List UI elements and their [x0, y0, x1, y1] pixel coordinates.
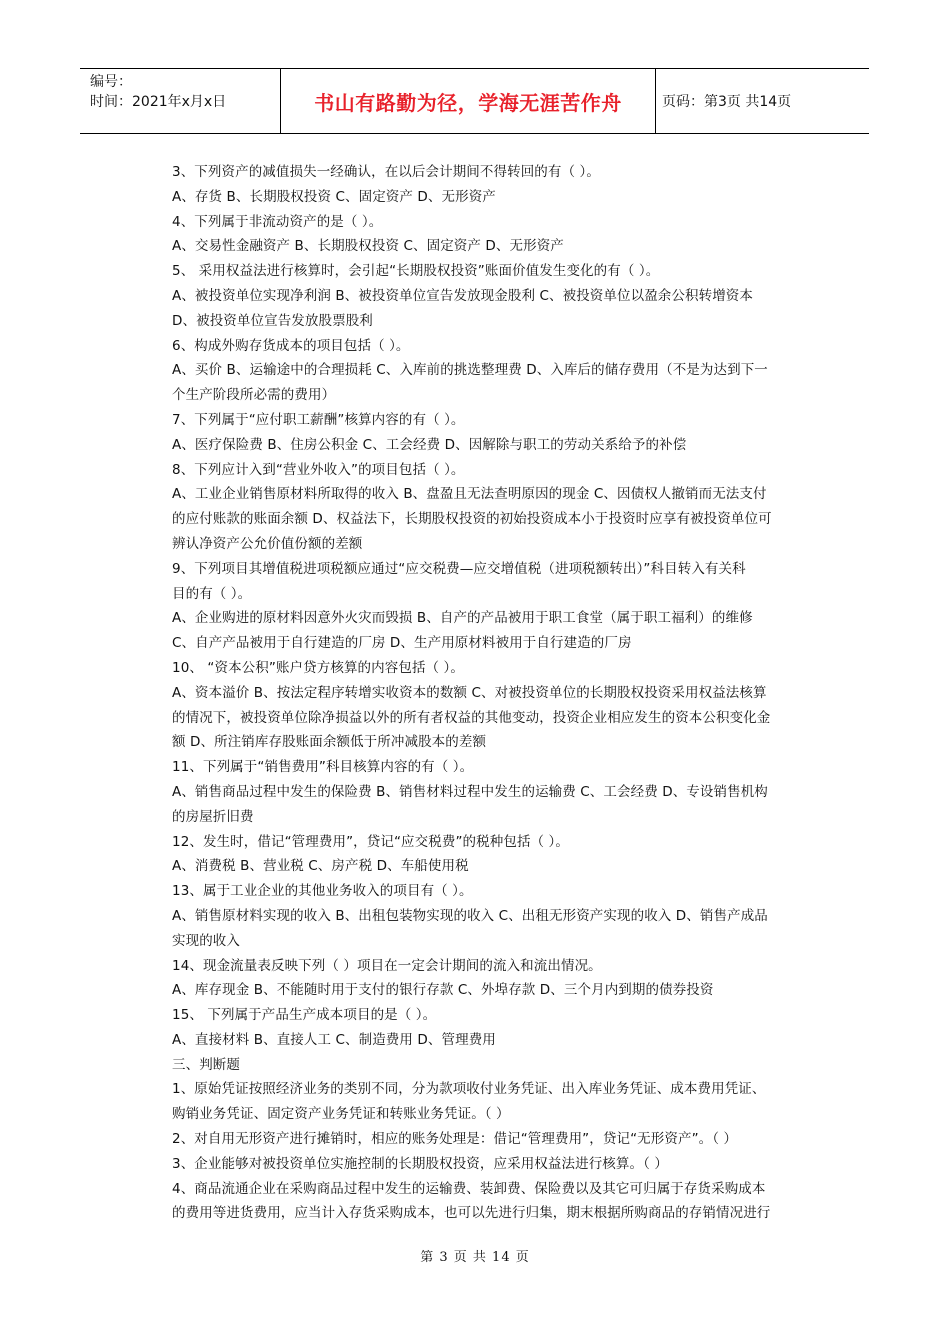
text-line: A、销售商品过程中发生的保险费 B、销售材料过程中发生的运输费 C、工会经费 D、专设销售机构 — [172, 783, 768, 800]
text-line: A、直接材料 B、直接人工 C、制造费用 D、管理费用 — [172, 1031, 496, 1048]
text-line: 3、企业能够对被投资单位实施控制的长期股权投资，应采用权益法进行核算。（ ） — [172, 1155, 668, 1172]
header-page-cell — [656, 69, 869, 133]
page-footer: 第 3 页 共 14 页 — [420, 1250, 530, 1265]
text-line: 13、属于工业企业的其他业务收入的项目有（ ）。 — [172, 883, 473, 900]
text-line: 4、下列属于非流动资产的是（ ）。 — [172, 213, 383, 230]
text-line: 购销业务凭证、固定资产业务凭证和转账业务凭证。（ ） — [172, 1106, 510, 1123]
text-line: A、被投资单位实现净利润 B、被投资单位宣告发放现金股利 C、被投资单位以盈余公积转增资本 — [172, 287, 754, 304]
page-header — [80, 68, 869, 134]
text-line: 5、 采用权益法进行核算时，会引起“长期股权投资”账面价值发生变化的有（ ）。 — [172, 263, 660, 280]
text-line: 8、下列应计入到“营业外收入”的项目包括（ ）。 — [172, 461, 465, 478]
text-line: D、被投资单位宣告发放股票股利 — [172, 312, 373, 329]
text-line: A、资本溢价 B、按法定程序转增实收资本的数额 C、对被投资单位的长期股权投资采用权益法核算 — [172, 684, 767, 701]
text-line: 额 D、所注销库存股账面余额低于所冲减股本的差额 — [172, 734, 487, 751]
text-line: A、消费税 B、营业税 C、房产税 D、车船使用税 — [172, 858, 469, 875]
text-line: 4、商品流通企业在采购商品过程中发生的运输费、装卸费、保险费以及其它可归属于存货采购成本 — [172, 1180, 766, 1197]
text-line: 12、发生时，借记“管理费用”，贷记“应交税费”的税种包括（ ）。 — [172, 833, 569, 850]
text-line: 10、 “资本公积”账户贷方核算的内容包括（ ）。 — [172, 659, 464, 676]
text-line: 6、构成外购存货成本的项目包括（ ）。 — [172, 337, 410, 354]
text-line: 3、下列资产的减值损失一经确认，在以后会计期间不得转回的有（ ）。 — [172, 164, 600, 180]
text-line: A、企业购进的原材料因意外火灾而毁损 B、自产的产品被用于职工食堂（属于职工福利）的维修 — [172, 610, 753, 627]
text-line: 1、原始凭证按照经济业务的类别不同，分为款项收付业务凭证、出入库业务凭证、成本费用凭证、 — [172, 1081, 766, 1098]
text-line: 的房屋折旧费 — [172, 808, 254, 825]
text-line: A、销售原材料实现的收入 B、出租包装物实现的收入 C、出租无形资产实现的收入 D、销售产成品 — [172, 907, 768, 924]
text-line: A、买价 B、运输途中的合理损耗 C、入库前的挑选整理费 D、入库后的储存费用（不是为达到下一 — [172, 362, 768, 379]
time-label: 时间：2021年x月x日 — [90, 94, 227, 110]
code-label: 编号： — [90, 74, 132, 90]
text-line: 三、判断题 — [172, 1056, 240, 1073]
header-motto-cell — [281, 69, 656, 133]
text-line: 实现的收入 — [172, 932, 240, 949]
text-line: 11、下列属于“销售费用”科目核算内容的有（ ）。 — [172, 759, 474, 776]
text-line: A、交易性金融资产 B、长期股权投资 C、固定资产 D、无形资产 — [172, 238, 564, 255]
text-line: 2、对自用无形资产进行摊销时，相应的账务处理是：借记“管理费用”，贷记“无形资产”。（ ） — [172, 1131, 738, 1148]
text-line: 的情况下，被投资单位除净损益以外的所有者权益的其他变动，投资企业相应发生的资本公积变化金 — [172, 709, 771, 726]
text-line: 9、下列项目其增值税进项税额应通过“应交税费—应交增值税（进项税额转出）”科目转入有关科 — [172, 560, 746, 577]
text-line: 个生产阶段所必需的费用） — [172, 387, 336, 404]
text-line: 7、下列属于“应付职工薪酬”核算内容的有（ ）。 — [172, 411, 465, 428]
text-line: 目的有（ ）。 — [172, 585, 252, 602]
text-line: 14、现金流量表反映下列（ ）项目在一定会计期间的流入和流出情况。 — [172, 957, 602, 974]
page-info: 页码：第3页 共14页 — [662, 94, 792, 110]
motto-text: 书山有路勤为径，学海无涯苦作舟 — [314, 90, 622, 115]
text-line: 的应付账款的账面余额 D、权益法下，长期股权投资的初始投资成本小于投资时应享有被投资单位可 — [172, 511, 772, 528]
document-body — [172, 160, 812, 1226]
text-line: A、医疗保险费 B、住房公积金 C、工会经费 D、因解除与职工的劳动关系给予的补偿 — [172, 436, 687, 453]
text-line: A、工业企业销售原材料所取得的收入 B、盘盈且无法查明原因的现金 C、因债权人撤销而无法支付 — [172, 486, 767, 503]
text-line: A、存货 B、长期股权投资 C、固定资产 D、无形资产 — [172, 188, 496, 205]
text-line: A、库存现金 B、不能随时用于支付的银行存款 C、外埠存款 D、三个月内到期的债券投资 — [172, 982, 714, 999]
text-line: 15、 下列属于产品生产成本项目的是（ ）。 — [172, 1007, 437, 1024]
text-line: C、自产产品被用于自行建造的厂房 D、生产用原材料被用于自行建造的厂房 — [172, 635, 632, 652]
text-line: 辨认净资产公允价值份额的差额 — [172, 535, 363, 552]
text-line: 的费用等进货费用，应当计入存货采购成本，也可以先进行归集，期末根据所购商品的存销情况进行 — [172, 1205, 771, 1222]
header-meta-cell — [80, 69, 281, 133]
